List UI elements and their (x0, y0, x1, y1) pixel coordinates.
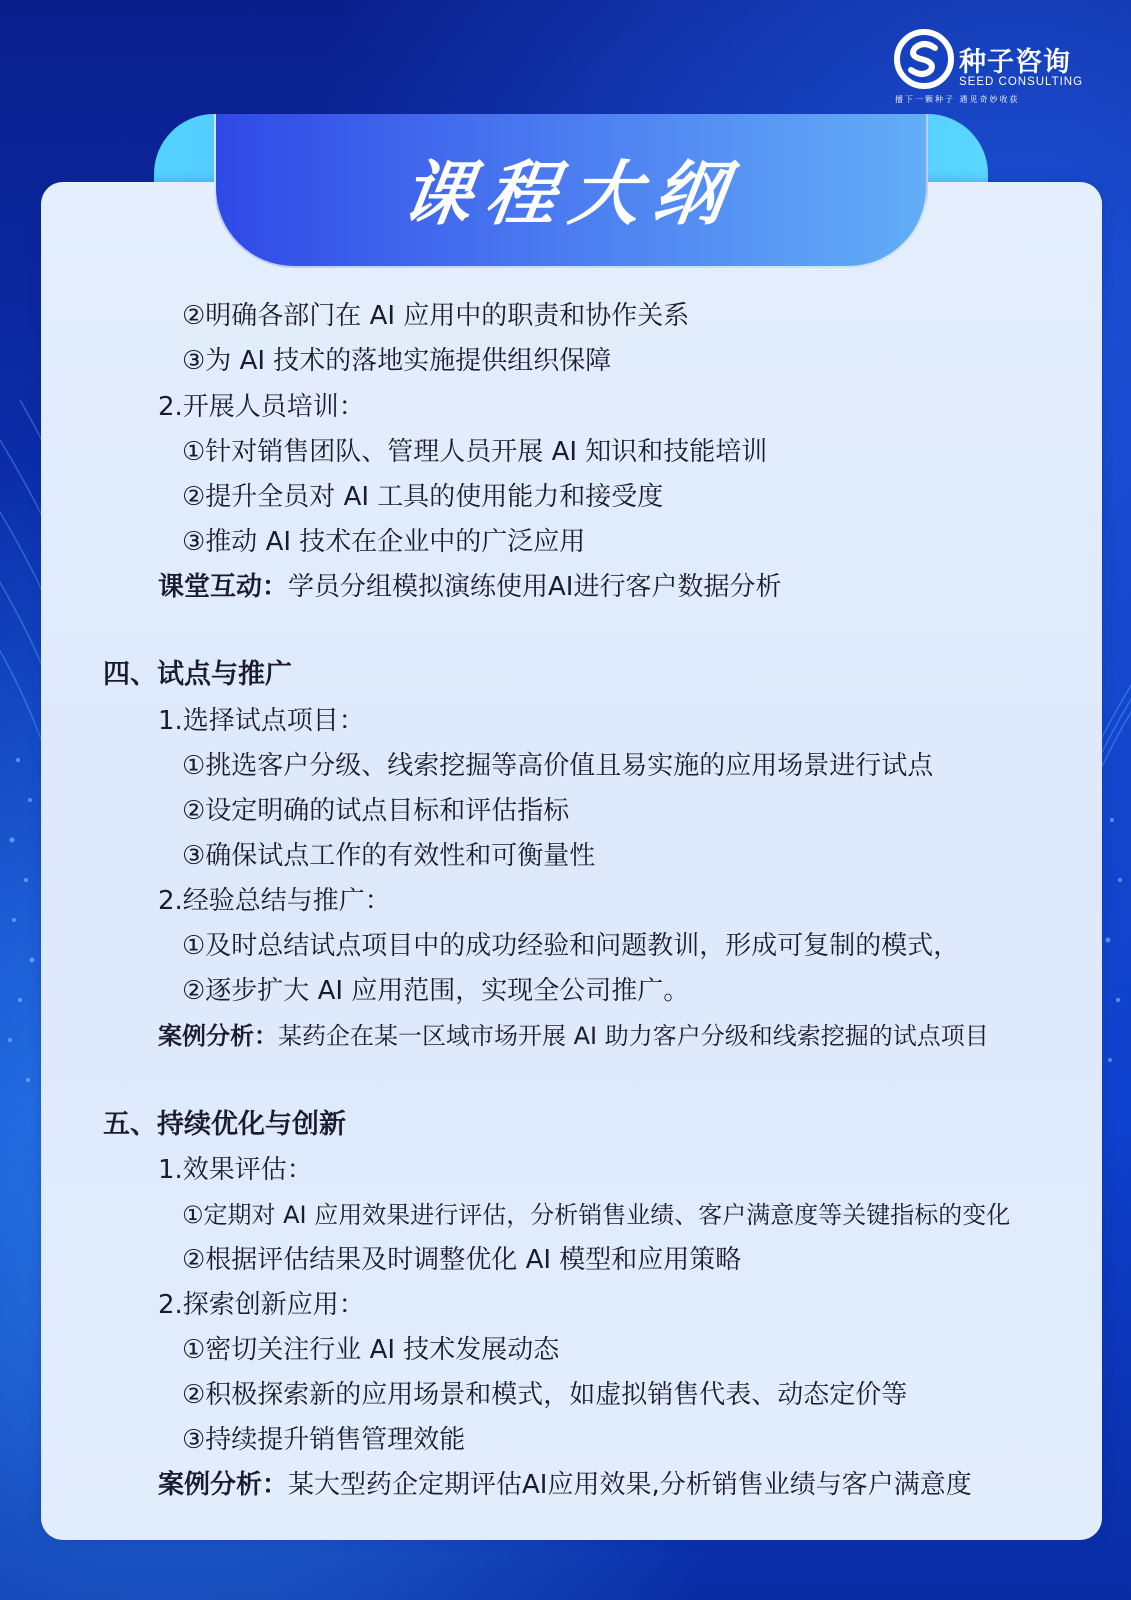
outline-item: ②明确各部门在 AI 应用中的职责和协作关系 (182, 301, 690, 331)
section-heading: 四、试点与推广 (103, 659, 292, 690)
section-heading: 五、持续优化与创新 (103, 1109, 346, 1140)
brand-name-en: SEED CONSULTING (959, 76, 1084, 88)
outline-note: 案例分析：某药企在某一区域市场开展 AI 助力客户分级和线索挖掘的试点项目 (158, 1022, 989, 1050)
note-label: 课堂互动： (158, 572, 289, 602)
outline-item: ①挑选客户分级、线索挖掘等高价值且易实施的应用场景进行试点 (182, 751, 934, 781)
outline-item: ②根据评估结果及时调整优化 AI 模型和应用策略 (182, 1245, 742, 1275)
outline-item: ②逐步扩大 AI 应用范围，实现全公司推广。 (182, 976, 690, 1006)
brand-name-cn: 种子咨询 (959, 47, 1071, 78)
outline-item: ①定期对 AI 应用效果进行评估，分析销售业绩、客户满意度等关键指标的变化 (182, 1201, 1011, 1229)
outline-item: ③确保试点工作的有效性和可衡量性 (182, 841, 596, 871)
page-title: 课程大纲 (396, 153, 744, 235)
outline-item: ①密切关注行业 AI 技术发展动态 (182, 1335, 560, 1365)
brand-logo (893, 26, 1093, 108)
outline-subheading: 1.效果评估： (158, 1155, 313, 1185)
outline-item: ①及时总结试点项目中的成功经验和问题教训，形成可复制的模式， (182, 931, 960, 961)
outline-item: ②提升全员对 AI 工具的使用能力和接受度 (182, 482, 664, 512)
outline-item: ③为 AI 技术的落地实施提供组织保障 (182, 346, 612, 376)
outline-item: ②积极探索新的应用场景和模式，如虚拟销售代表、动态定价等 (182, 1380, 908, 1410)
outline-item: ①针对销售团队、管理人员开展 AI 知识和技能培训 (182, 437, 768, 467)
outline-subheading: 2.经验总结与推广： (158, 886, 391, 916)
seed-logo-icon (893, 28, 955, 90)
outline-subheading: 2.探索创新应用： (158, 1290, 365, 1320)
outline-subheading: 1.选择试点项目： (158, 706, 365, 736)
outline-item: ③持续提升销售管理效能 (182, 1425, 466, 1455)
outline-note: 课堂互动：学员分组模拟演练使用AI进行客户数据分析 (158, 572, 782, 602)
brand-slogan: 播下一颗种子 遇见奇妙收获 (895, 95, 1020, 104)
outline-item: ③推动 AI 技术在企业中的广泛应用 (182, 527, 586, 557)
note-label: 案例分析： (158, 1470, 289, 1500)
note-label: 案例分析： (158, 1022, 278, 1050)
outline-subheading: 2.开展人员培训： (158, 392, 365, 422)
outline-item: ②设定明确的试点目标和评估指标 (182, 796, 570, 826)
outline-note: 案例分析：某大型药企定期评估AI应用效果,分析销售业绩与客户满意度 (158, 1470, 972, 1500)
